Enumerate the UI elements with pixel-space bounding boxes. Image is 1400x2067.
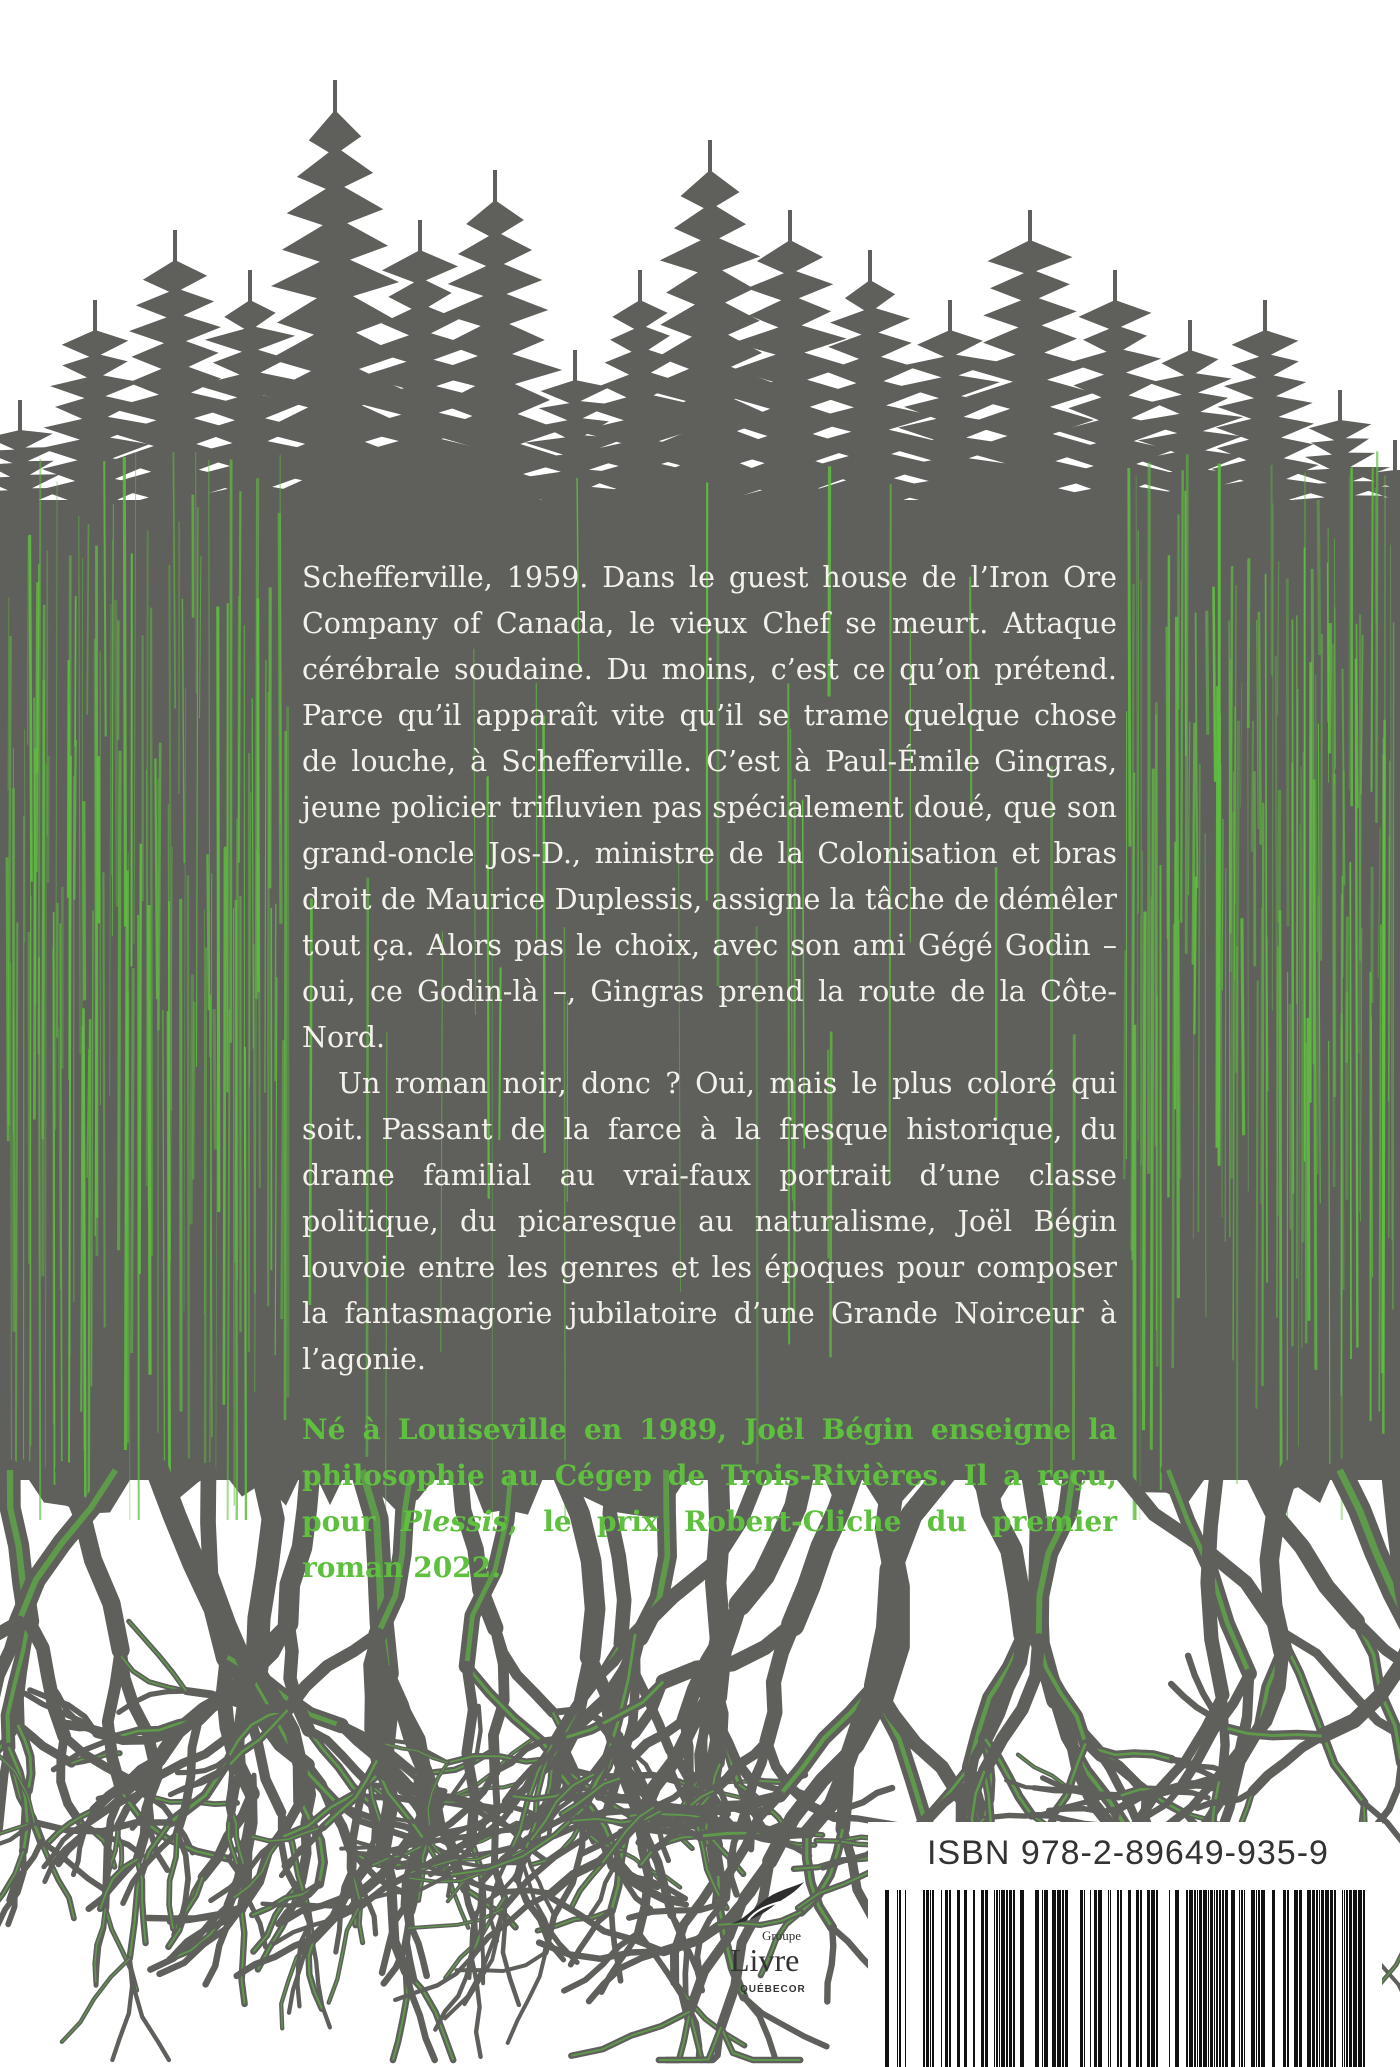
back-cover-text	[302, 555, 1117, 1591]
synopsis-paragraph-1: Schefferville, 1959. Dans le guest house de l’Iron Ore Company of Canada, le vieux Chef se meurt. Attaque cérébrale soudaine. Du moins, c’est ce qu’on prétend. Parce qu’il apparaît vite qu’il se trame quelque chose de louche, à Schefferville. C’est à Paul-Émile Gingras, jeune policier trifluvien pas spécialement doué, que son grand-oncle Jos-D., ministre de la Colonisation et bras droit de Maurice Duplessis, assigne la tâche de démêler tout ça. Alors pas le choix, avec son ami Gégé Godin – oui, ce Godin-là –, Gingras prend la route de la Côte-Nord.	[302, 561, 1117, 1054]
bird-leaf-icon	[726, 1880, 806, 1930]
author-bio-part-1: Né à Louiseville en 1989, Joël Bégin enseigne la philosophie au Cégep de Trois-Rivières. Il a reçu, pour	[302, 1413, 1117, 1538]
barcode	[880, 1890, 1370, 2067]
synopsis-paragraph-2: Un roman noir, donc ? Oui, mais le plus coloré qui soit. Passant de la farce à la fresque historique, du drame familial au vrai-faux portrait d’une classe politique, du picaresque au naturalisme, Joël Bégin louvoie entre les genres et les époques pour composer la fantasmagorie jubilatoire d’une Grande Noirceur à l’agonie.	[302, 1067, 1117, 1376]
publisher-logo	[718, 1880, 828, 2030]
publisher-group-label: Groupe	[762, 1928, 801, 1943]
isbn-label: ISBN 978-2-89649-935-9	[927, 1834, 1329, 1872]
barcode-area	[868, 1822, 1382, 2067]
book-title: Plessis	[400, 1505, 509, 1538]
author-bio-part-2: , le prix Robert-Cliche du premier roman 2022.	[302, 1505, 1117, 1584]
publisher-parent: QUÉBECOR	[740, 1984, 806, 1995]
author-bio	[302, 1407, 1117, 1591]
publisher-name: Livre	[730, 1942, 800, 1978]
